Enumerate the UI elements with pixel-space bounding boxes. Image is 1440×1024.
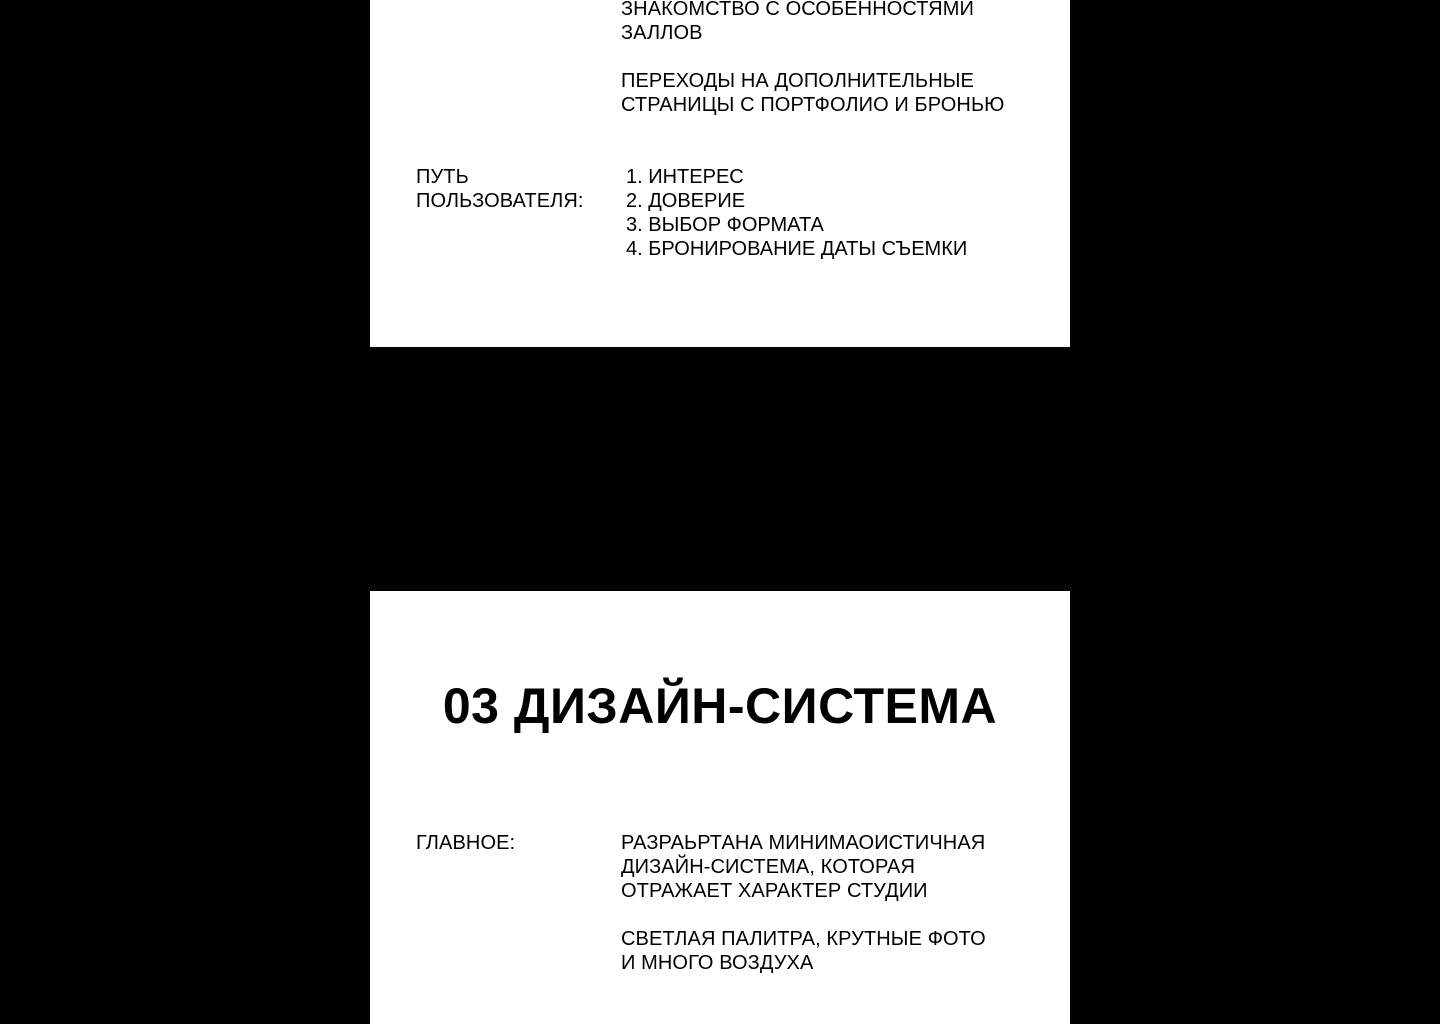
user-path-label: ПУТЬ ПОЛЬЗОВАТЕЛЯ: — [416, 166, 584, 212]
design-system-card — [370, 591, 1070, 1024]
halls-features-text: ЗНАКОМСТВО С ОСОБЕННОСТЯМИ ЗАЛЛОВ — [621, 0, 974, 44]
additional-pages-text: ПЕРЕХОДЫ НА ДОПОЛНИТЕЛЬНЫЕ СТРАНИЦЫ С ПОРТФОЛИО И БРОНЬЮ — [621, 70, 1005, 116]
design-system-description: РАЗРАЬРТАНА МИНИМАОИСТИЧНАЯ ДИЗАЙН-СИСТЕМА, КОТОРАЯ ОТРАЖАЕТ ХАРАКТЕР СТУДИИ — [621, 832, 986, 902]
section-title: 03 ДИЗАЙН-СИСТЕМА — [442, 678, 998, 734]
palette-description: СВЕТЛАЯ ПАЛИТРА, КРУТНЫЕ ФОТО И МНОГО ВОЗДУХА — [621, 928, 986, 974]
user-path-step: 3. ВЫБОР ФОРМАТА — [626, 214, 824, 236]
user-path-step: 1. ИНТЕРЕС — [626, 166, 744, 188]
main-label: ГЛАВНОЕ: — [416, 832, 516, 854]
user-journey-card — [370, 0, 1070, 347]
user-path-list — [626, 165, 967, 261]
user-path-step: 2. ДОВЕРИЕ — [626, 190, 746, 212]
user-path-step: 4. БРОНИРОВАНИЕ ДАТЫ СЪЕМКИ — [626, 238, 968, 260]
